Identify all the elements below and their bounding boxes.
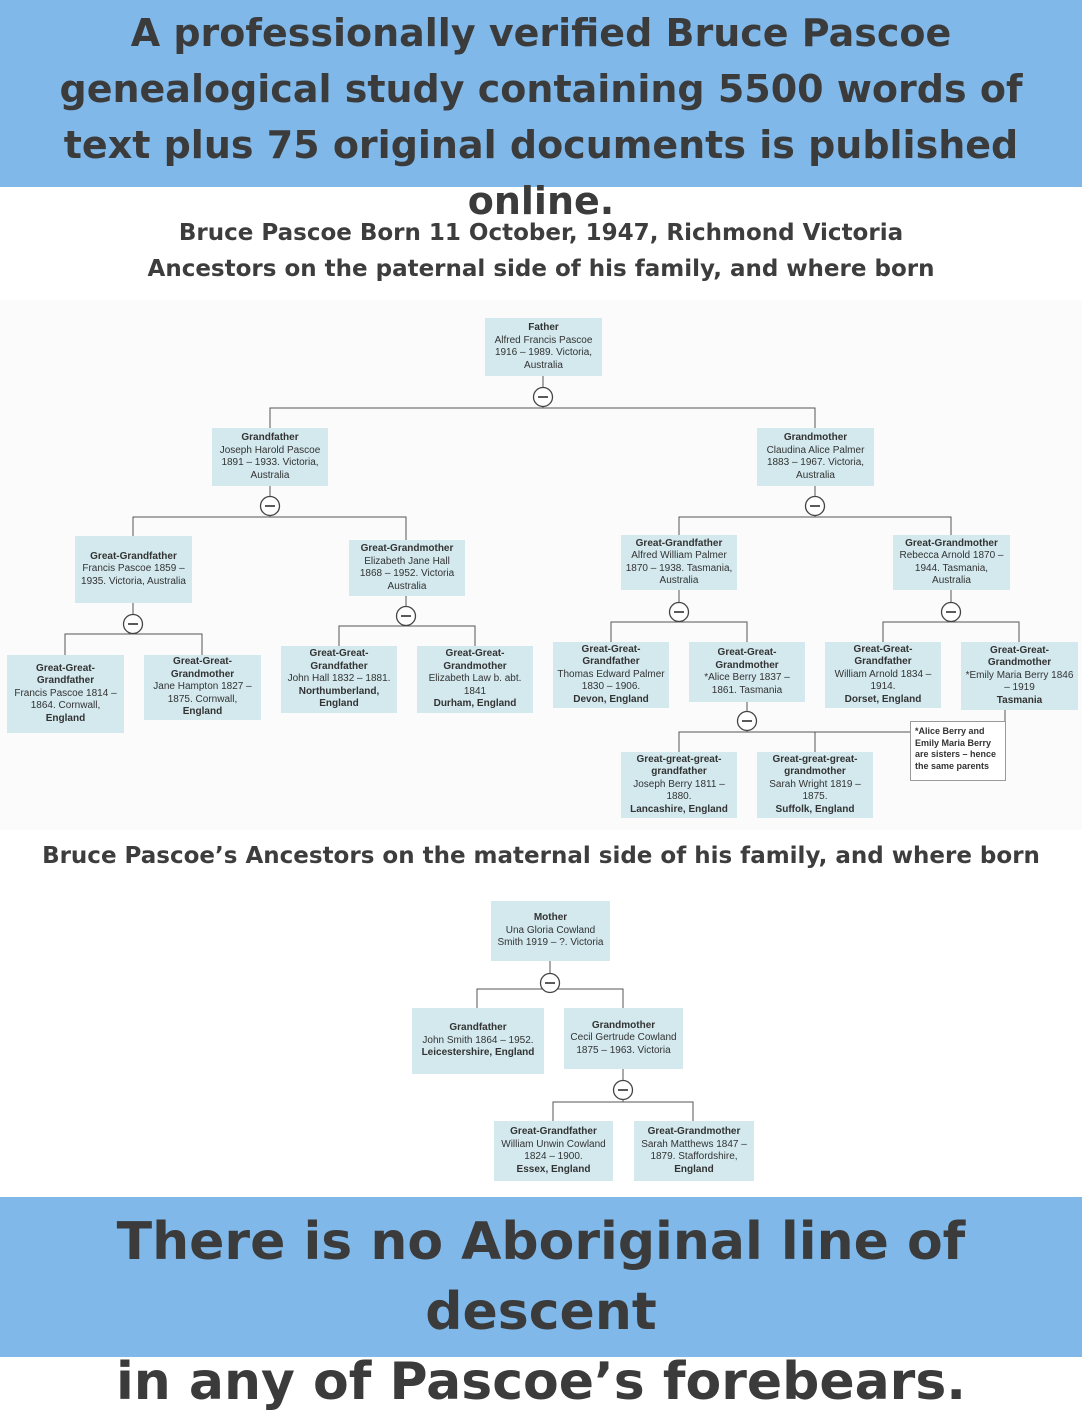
- node-role: Great-Grandfather: [635, 537, 723, 549]
- node-role: Grandmother: [591, 1019, 656, 1031]
- node-details: *Alice Berry 1837 – 1861. Tasmania: [704, 672, 790, 696]
- node-role: Great-Grandfather: [510, 1126, 597, 1137]
- collapse-icon[interactable]: [541, 974, 560, 993]
- node-details: Sarah Matthews 1847 – 1879. Staffordshire,: [641, 1138, 747, 1162]
- node-details: Alfred Francis Pascoe 1916 – 1989. Victoria, Australia: [494, 334, 593, 371]
- node-gg-john-hall[interactable]: [281, 646, 397, 713]
- node-place: Durham, England: [433, 698, 517, 710]
- node-role: Great-Great-Grandfather: [581, 643, 641, 668]
- node-place: Dorset, England: [844, 693, 922, 705]
- node-role: Great-great-great-grandmother: [772, 753, 858, 778]
- node-role: Grandfather: [241, 432, 299, 443]
- header-line-3: text plus 75 original documents is published online.: [63, 123, 1019, 223]
- node-great-grandmother-hall[interactable]: [349, 540, 465, 596]
- node-role: Grandfather: [449, 1022, 507, 1034]
- node-father[interactable]: [485, 318, 602, 376]
- node-details: John Smith 1864 – 1952.: [422, 1034, 534, 1046]
- node-details: William Arnold 1834 – 1914.: [834, 668, 932, 693]
- node-place: Suffolk, England: [775, 803, 855, 815]
- node-role: Great-Great-Grandfather: [36, 662, 95, 687]
- maternal-title: Bruce Pascoe’s Ancestors on the maternal side of his family, and where born: [42, 843, 1040, 869]
- node-details: Francis Pascoe 1859 – 1935. Victoria, Australia: [81, 563, 186, 587]
- collapse-icon[interactable]: [670, 603, 689, 622]
- node-grandmother-maternal[interactable]: [564, 1008, 683, 1069]
- node-gg-jane-hampton[interactable]: [144, 655, 261, 720]
- node-gg-william-arnold[interactable]: [825, 642, 941, 708]
- collapse-icon[interactable]: [534, 388, 553, 407]
- node-gg-elizabeth-law[interactable]: [417, 646, 533, 713]
- node-grandfather-paternal[interactable]: [212, 428, 328, 486]
- node-great-grandfather-pascoe[interactable]: [75, 536, 192, 603]
- node-place: Devon, England: [573, 693, 649, 705]
- node-role: Great-Grandmother: [905, 537, 998, 549]
- node-role: Grandmother: [783, 432, 848, 443]
- node-great-grandfather-cowland[interactable]: [494, 1121, 613, 1181]
- node-role: Great-Grandmother: [647, 1126, 741, 1137]
- node-details: Elizabeth Law b. abt. 1841: [428, 673, 522, 697]
- sisters-note: *Alice Berry and Emily Maria Berry are sisters – hence the same parents: [910, 721, 1006, 781]
- node-great-grandmother-arnold[interactable]: [893, 535, 1010, 590]
- node-details: John Hall 1832 – 1881.: [287, 673, 391, 685]
- node-details: Francis Pascoe 1814 – 1864. Cornwall,: [14, 687, 117, 712]
- node-details: Joseph Berry 1811 – 1880.: [633, 778, 725, 803]
- collapse-icon[interactable]: [806, 497, 825, 516]
- node-place: Leicestershire, England: [421, 1047, 535, 1059]
- node-details: Alfred William Palmer 1870 – 1938. Tasmania, Australia: [625, 550, 733, 586]
- node-place: Lancashire, England: [630, 803, 728, 815]
- paternal-title-line-1: Bruce Pascoe Born 11 October, 1947, Richmond Victoria: [178, 220, 904, 246]
- node-details: Sarah Wright 1819 – 1875.: [769, 778, 861, 803]
- node-place: England: [182, 706, 223, 718]
- node-mother[interactable]: [491, 901, 610, 961]
- node-role: Great-Great-Grandmother: [170, 656, 235, 680]
- node-role: Great-Great-Grandmother: [443, 648, 507, 672]
- node-ggg-sarah-wright[interactable]: [757, 752, 873, 818]
- node-role: Great-Grandfather: [90, 550, 177, 562]
- collapse-icon[interactable]: [124, 615, 143, 634]
- node-gg-alice-berry[interactable]: [689, 642, 805, 702]
- node-gg-thomas-palmer[interactable]: [553, 642, 669, 708]
- node-grandmother-paternal[interactable]: [757, 428, 874, 486]
- node-place: Essex, England: [516, 1163, 591, 1175]
- collapse-icon[interactable]: [261, 497, 280, 516]
- node-details: *Emily Maria Berry 1846 – 1919: [965, 669, 1074, 694]
- node-ggg-joseph-berry[interactable]: [621, 752, 737, 818]
- node-role: Mother: [533, 912, 568, 924]
- collapse-icon[interactable]: [614, 1081, 633, 1100]
- node-gg-emily-berry[interactable]: [961, 642, 1078, 710]
- node-place: England: [45, 712, 86, 724]
- node-details: Thomas Edward Palmer 1830 – 1906.: [557, 668, 665, 693]
- node-great-grandmother-matthews[interactable]: [634, 1121, 754, 1181]
- node-details: Cecil Gertrude Cowland 1875 – 1963. Victoria: [570, 1032, 677, 1056]
- node-place: Tasmania: [996, 694, 1043, 706]
- collapse-icon[interactable]: [942, 603, 961, 622]
- node-place: England: [674, 1163, 714, 1175]
- node-place: Northumberland, England: [298, 685, 380, 710]
- node-great-grandfather-palmer[interactable]: [621, 535, 737, 590]
- node-details: Jane Hampton 1827 – 1875. Cornwall,: [153, 681, 252, 705]
- node-role: Great-Great-Grandmother: [987, 644, 1052, 669]
- node-role: Great-great-great-grandfather: [636, 753, 722, 778]
- collapse-toggles: [124, 388, 961, 1100]
- node-details: Elizabeth Jane Hall 1868 – 1952. Victoria Australia: [359, 555, 455, 592]
- paternal-title-line-2: Ancestors on the paternal side of his family, and where born: [147, 256, 935, 282]
- footer-banner: [0, 1197, 1082, 1412]
- node-role: Father: [528, 322, 559, 333]
- collapse-icon[interactable]: [397, 607, 416, 626]
- footer-line-2: in any of Pascoe’s forebears.: [115, 1352, 967, 1412]
- node-details: Una Gloria Cowland Smith 1919 – ?. Victoria: [497, 924, 604, 949]
- node-role: Great-Great-Grandmother: [715, 647, 779, 671]
- header-line-2: genealogical study containing 5500 words of: [59, 67, 1023, 111]
- header-line-1: A professionally verified Bruce Pascoe: [130, 11, 952, 55]
- node-role: Great-Great-Grandfather: [309, 648, 369, 672]
- node-gg-francis-pascoe[interactable]: [7, 655, 124, 733]
- node-details: William Unwin Cowland 1824 – 1900.: [501, 1138, 606, 1162]
- node-grandfather-maternal[interactable]: [412, 1008, 544, 1074]
- node-details: Claudina Alice Palmer 1883 – 1967. Victoria, Australia: [766, 444, 865, 481]
- node-details: Rebecca Arnold 1870 – 1944. Tasmania, Australia: [899, 550, 1004, 586]
- collapse-icon[interactable]: [738, 712, 757, 731]
- node-role: Great-Grandmother: [360, 543, 454, 554]
- node-role: Great-Great-Grandfather: [853, 643, 913, 668]
- footer-line-1: There is no Aboriginal line of descent: [116, 1212, 966, 1342]
- node-details: Joseph Harold Pascoe 1891 – 1933. Victoria, Australia: [219, 444, 321, 481]
